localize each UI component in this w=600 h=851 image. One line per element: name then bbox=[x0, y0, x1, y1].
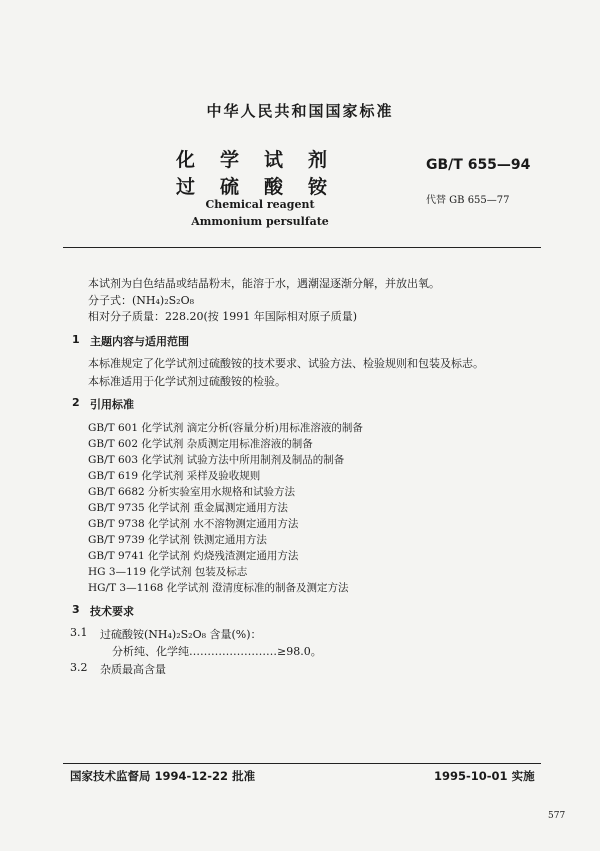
clause-3-1-number: 3.1 bbox=[70, 626, 88, 639]
clause-3-2-number: 3.2 bbox=[70, 661, 88, 674]
title-char: 学 bbox=[220, 149, 240, 171]
english-title-2: Ammonium persulfate bbox=[191, 215, 329, 228]
footer-divider bbox=[63, 763, 541, 764]
title-char: 试 bbox=[264, 149, 284, 171]
reference-item: GB/T 602 化学试剂 杂质测定用标准溶液的制备 bbox=[88, 438, 313, 450]
section-3-number: 3 bbox=[72, 603, 80, 616]
intro-molecular-mass: 相对分子质量：228.20(按 1991 年国际相对原子质量) bbox=[88, 310, 358, 323]
reference-item: HG/T 3—1168 化学试剂 澄清度标准的制备及测定方法 bbox=[88, 582, 349, 594]
title-char: 酸 bbox=[264, 176, 284, 198]
reference-item: GB/T 9739 化学试剂 铁测定通用方法 bbox=[88, 534, 267, 546]
section-2-number: 2 bbox=[72, 396, 80, 409]
section-1-para-1: 本标准规定了化学试剂过硫酸铵的技术要求、试验方法、检验规则和包装及标志。 bbox=[88, 357, 484, 370]
section-2-title: 引用标准 bbox=[90, 398, 134, 411]
standard-code: GB/T 655—94 bbox=[426, 157, 531, 173]
title-char: 过 bbox=[176, 176, 196, 198]
replaces-note: 代替 GB 655—77 bbox=[426, 195, 510, 206]
title-char: 剂 bbox=[308, 149, 328, 171]
clause-3-1-text: 过硫酸铵(NH₄)₂S₂O₈ 含量(%)： bbox=[100, 628, 262, 641]
reference-item: GB/T 603 化学试剂 试验方法中所用制剂及制品的制备 bbox=[88, 454, 345, 466]
intro-description: 本试剂为白色结晶或结晶粉末，能溶于水，遇潮湿逐渐分解，并放出氧。 bbox=[88, 277, 440, 290]
title-char: 硫 bbox=[220, 176, 240, 198]
clause-3-2-text: 杂质最高含量 bbox=[100, 663, 166, 676]
title-char: 铵 bbox=[308, 176, 328, 198]
page-number: 577 bbox=[548, 811, 566, 821]
title-line-2 bbox=[176, 172, 352, 199]
reference-item: GB/T 9738 化学试剂 水不溶物测定通用方法 bbox=[88, 518, 299, 530]
title-char: 化 bbox=[176, 149, 196, 171]
implementation-date: 1995-10-01 实施 bbox=[434, 769, 535, 783]
clause-3-1-value: 分析纯、化学纯……………………≥98.0。 bbox=[112, 645, 322, 658]
reference-item: GB/T 6682 分析实验室用水规格和试验方法 bbox=[88, 486, 296, 498]
header-divider bbox=[63, 247, 541, 248]
reference-item: GB/T 9735 化学试剂 重金属测定通用方法 bbox=[88, 502, 288, 514]
title-line-1 bbox=[176, 145, 352, 172]
reference-item: GB/T 9741 化学试剂 灼烧残渣测定通用方法 bbox=[88, 550, 299, 562]
standard-type: 中华人民共和国国家标准 bbox=[206, 102, 394, 120]
reference-item: GB/T 619 化学试剂 采样及验收规则 bbox=[88, 470, 261, 482]
section-3-title: 技术要求 bbox=[90, 605, 134, 618]
reference-item: HG 3—119 化学试剂 包装及标志 bbox=[88, 566, 248, 578]
english-title-1: Chemical reagent bbox=[205, 198, 315, 211]
approval-date: 国家技术监督局 1994-12-22 批准 bbox=[70, 769, 256, 783]
intro-formula: 分子式：(NH₄)₂S₂O₈ bbox=[88, 294, 194, 307]
section-1-number: 1 bbox=[72, 333, 80, 346]
section-1-para-2: 本标准适用于化学试剂过硫酸铵的检验。 bbox=[88, 375, 286, 388]
reference-item: GB/T 601 化学试剂 滴定分析(容量分析)用标准溶液的制备 bbox=[88, 422, 363, 434]
section-1-title: 主题内容与适用范围 bbox=[90, 335, 189, 348]
